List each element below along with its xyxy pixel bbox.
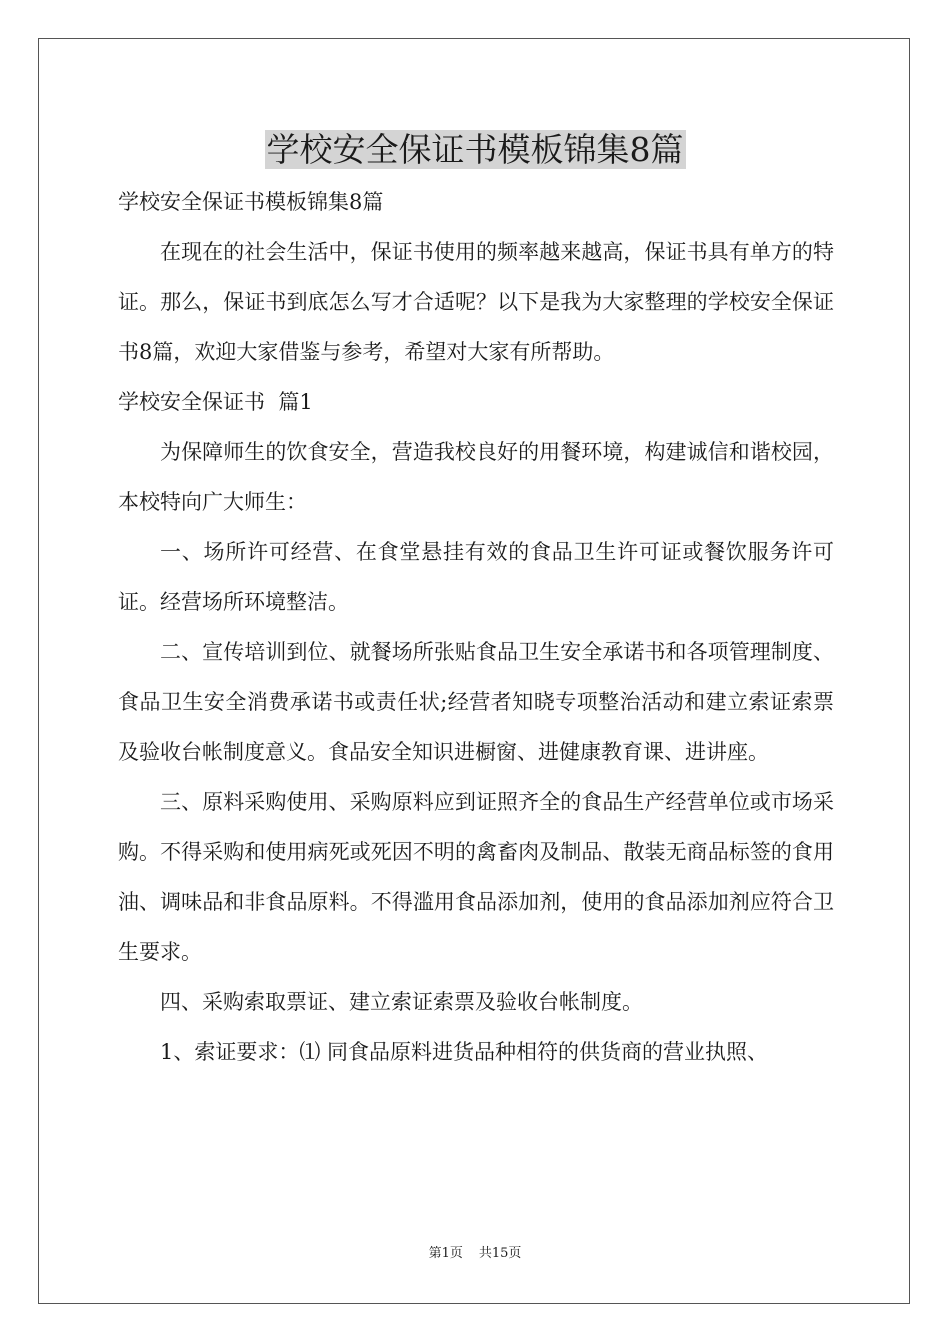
body-paragraph: 1、索证要求：⑴ 同食品原料进货品种相符的供货商的营业执照、 <box>160 1040 769 1064</box>
document-body <box>118 177 834 1077</box>
page-number: 第1页 <box>428 1246 463 1261</box>
body-paragraph: 四、采购索取票证、建立索证索票及验收台帐制度。 <box>160 990 643 1014</box>
document-title-text: 学校安全保证书模板锦集8篇 <box>266 130 684 169</box>
document-subtitle: 学校安全保证书模板锦集8篇 <box>118 190 384 214</box>
body-paragraph: 三、原料采购使用、采购原料应到证照齐全的食品生产经营单位或市场采购。不得采购和使用病死或死因不明的禽畜肉及制品、散装无商品标签的食用油、调味品和非食品原料。不得滥用食品添加剂，使用的食品添加剂应符合卫生要求。 <box>118 790 834 964</box>
body-paragraph: 一、场所许可经营、在食堂悬挂有效的食品卫生许可证或餐饮服务许可证。经营场所环境整洁。 <box>118 540 834 614</box>
body-paragraph: 二、宣传培训到位、就餐场所张贴食品卫生安全承诺书和各项管理制度、食品卫生安全消费承诺书或责任状;经营者知晓专项整治活动和建立索证索票及验收台帐制度意义。食品安全知识进橱窗、进健康教育课、进讲座。 <box>118 640 834 764</box>
intro-paragraph: 在现在的社会生活中，保证书使用的频率越来越高，保证书具有单方的特证。那么，保证书到底怎么写才合适呢？以下是我为大家整理的学校安全保证书8篇，欢迎大家借鉴与参考，希望对大家有所帮助。 <box>118 240 834 364</box>
page-footer <box>0 1244 950 1264</box>
page-total: 共15页 <box>478 1246 522 1261</box>
body-paragraph: 为保障师生的饮食安全，营造我校良好的用餐环境，构建诚信和谐校园，本校特向广大师生： <box>118 440 834 514</box>
document-title <box>0 126 950 174</box>
section-heading: 学校安全保证书 篇1 <box>118 390 313 414</box>
